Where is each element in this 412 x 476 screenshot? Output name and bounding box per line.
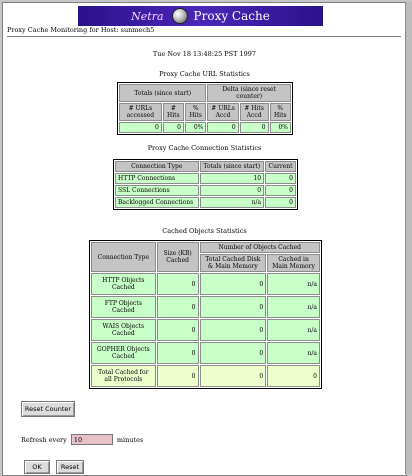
ok-button[interactable]: OK [24, 460, 50, 474]
col-connection-type: Connection Type [91, 242, 156, 272]
cell: 0% [270, 122, 291, 133]
col-hits-accd: # Hits Accd [240, 103, 269, 121]
col-size-kb: Size (KB) Cached [157, 242, 199, 272]
cell: 0 [157, 365, 199, 387]
cell: Total Cached for all Protocols [91, 365, 156, 387]
table-row [115, 185, 296, 196]
col-pct-hits-delta: % Hits [270, 103, 291, 121]
table-row [115, 173, 296, 184]
cache-stats-table [89, 240, 322, 389]
cache-stats-title: Cached Objects Statistics [162, 227, 247, 235]
table-row [91, 365, 320, 387]
cell: n/a [267, 319, 320, 341]
url-stats-group-delta: Delta (since reset counter) [207, 84, 291, 102]
globe-icon [172, 8, 188, 24]
col-urls-accd: # URLs Accd [207, 103, 238, 121]
table-row [91, 273, 320, 295]
cell: 0 [157, 319, 199, 341]
col-current: Current [265, 161, 296, 172]
cell: SSL Connections [115, 185, 199, 196]
cell: 0 [207, 122, 238, 133]
table-row [91, 342, 320, 364]
conn-stats-title: Proxy Cache Connection Statistics [147, 144, 262, 152]
cell: 0 [200, 185, 265, 196]
cell: n/a [267, 273, 320, 295]
cell: 0 [265, 185, 296, 196]
netra-logo: Netra [131, 9, 164, 23]
col-pct-hits: % Hits [185, 103, 206, 121]
url-stats-title: Proxy Cache URL Statistics [159, 70, 250, 78]
divider [7, 36, 401, 37]
cell: HTTP Objects Cached [91, 273, 156, 295]
cell: n/a [200, 197, 265, 208]
cell: WAIS Objects Cached [91, 319, 156, 341]
conn-stats-table [113, 159, 298, 210]
vertical-scrollbar[interactable] [405, 2, 412, 474]
url-stats-group-totals: Totals (since start) [119, 84, 206, 102]
col-connection-type: Connection Type [115, 161, 199, 172]
cell: Backlogged Connections [115, 197, 199, 208]
reset-form-button[interactable]: Reset [56, 460, 84, 474]
reset-counter-button[interactable]: Reset Counter [21, 401, 75, 417]
cell: 0% [185, 122, 206, 133]
cell: 0 [119, 122, 162, 133]
cell: 0 [163, 122, 184, 133]
cell: 0 [265, 197, 296, 208]
col-cached-main: Cached in Main Memory [267, 254, 320, 272]
cell: 0 [265, 173, 296, 184]
monitoring-host-line: Proxy Cache Monitoring for Host: sunmech5 [7, 26, 155, 34]
refresh-row [21, 434, 143, 445]
cell: 0 [240, 122, 269, 133]
cell: n/a [267, 296, 320, 318]
table-row [91, 319, 320, 341]
cell: 0 [200, 319, 267, 341]
report-date: Tue Nov 18 13:48:25 PST 1997 [152, 50, 257, 58]
cell: 0 [267, 365, 320, 387]
cell: n/a [267, 342, 320, 364]
cell: 0 [157, 273, 199, 295]
cell: GOPHER Objects Cached [91, 342, 156, 364]
banner-title: Proxy Cache [193, 9, 270, 23]
col-hits: # Hits [163, 103, 184, 121]
refresh-suffix-label: minutes [116, 435, 144, 444]
col-total-cached: Total Cached Disk & Main Memory [200, 254, 267, 272]
cell: 0 [157, 342, 199, 364]
refresh-prefix-label: Refresh every [21, 435, 67, 444]
table-row [115, 197, 296, 208]
url-stats-table [117, 82, 293, 135]
cell: 0 [200, 365, 267, 387]
proxy-cache-banner [78, 6, 323, 26]
cell: HTTP Connections [115, 173, 199, 184]
cell: 0 [200, 273, 267, 295]
cell: 0 [200, 342, 267, 364]
col-number-objects: Number of Objects Cached [200, 242, 321, 253]
cell: 0 [157, 296, 199, 318]
cell: FTP Objects Cached [91, 296, 156, 318]
col-totals-since-start: Totals (since start) [200, 161, 265, 172]
cell: 0 [200, 296, 267, 318]
col-urls-accessed: # URLs accessed [119, 103, 162, 121]
refresh-interval-input[interactable] [71, 434, 113, 445]
table-row [119, 122, 291, 133]
table-row [91, 296, 320, 318]
cell: 10 [200, 173, 265, 184]
browser-content [2, 2, 407, 476]
